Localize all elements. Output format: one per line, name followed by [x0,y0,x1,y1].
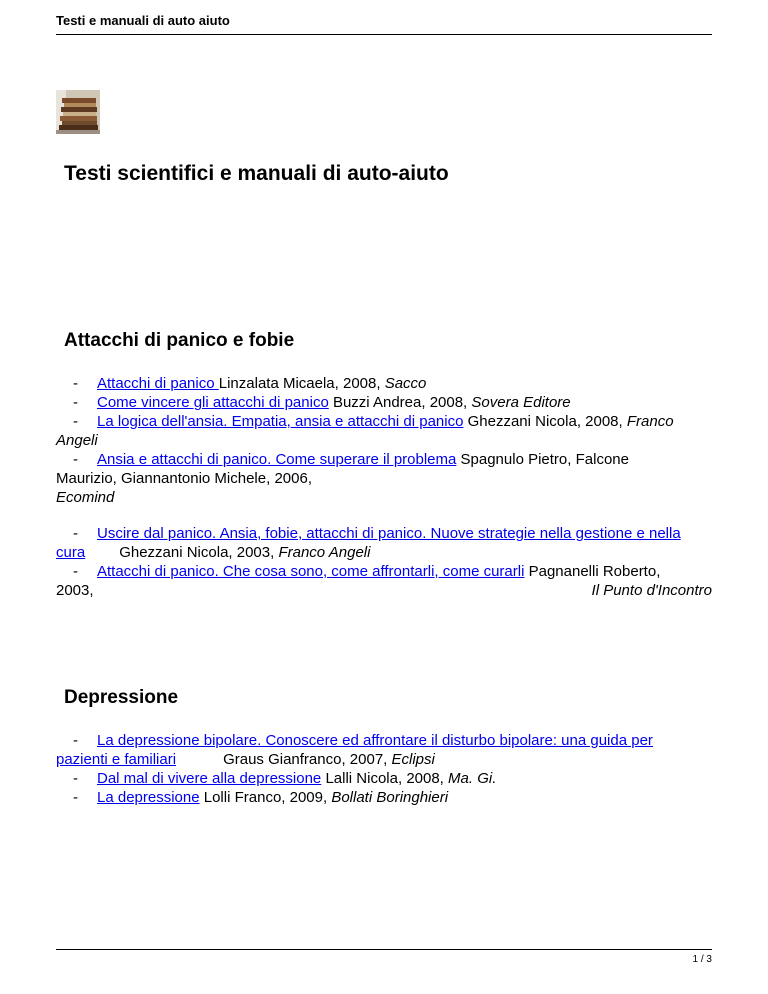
book-authors-cont: 2003, [56,582,94,599]
book-publisher-cont: Angeli [56,432,98,449]
list-dash: - [73,394,78,411]
list-dash: - [73,563,78,580]
book-authors: Spagnulo Pietro, Falcone [456,451,629,468]
book-authors: Ghezzani Nicola, 2003, [119,544,279,561]
list-dash: - [73,451,78,468]
list-dash: - [73,732,78,749]
book-link[interactable]: Attacchi di panico [97,375,219,392]
book-authors: Pagnanelli Roberto, [524,563,661,580]
book-link[interactable]: Dal mal di vivere alla depressione [97,770,322,787]
book-link[interactable]: Ansia e attacchi di panico. Come superare il problema [97,451,457,468]
list-item [56,788,716,807]
book-publisher: Ma. Gi. [448,770,497,787]
list-item-continuation [56,581,716,600]
book-link[interactable]: Attacchi di panico. Che cosa sono, come affrontarli, come curarli [97,563,525,580]
list-dash: - [73,375,78,392]
depression-list [56,731,716,807]
book-authors: Lalli Nicola, 2008, [321,770,449,787]
list-item [56,524,716,543]
section-heading-panic: Attacchi di panico e fobie [64,330,295,351]
book-authors-cont: Maurizio, Giannantonio Michele, 2006, [56,470,312,487]
footer-divider [56,949,712,950]
list-item-continuation [56,488,716,507]
document-header-title: Testi e manuali di auto aiuto [56,13,230,28]
book-link[interactable]: La logica dell'ansia. Empatia, ansia e attacchi di panico [97,413,464,430]
book-authors: Lolli Franco, 2009, [199,789,332,806]
list-dash: - [73,525,78,542]
list-item [56,412,716,431]
book-link[interactable]: Uscire dal panico. Ansia, fobie, attacchi di panico. Nuove strategie nella gestione e nella [97,525,681,542]
book-link[interactable]: La depressione [97,789,200,806]
list-dash: - [73,789,78,806]
section-heading-depression: Depressione [64,687,179,708]
book-publisher: Ecomind [56,489,115,506]
book-authors: Buzzi Andrea, 2008, [328,394,472,411]
page-title: Testi scientifici e manuali di auto-aiuto [64,162,449,185]
list-item [56,562,716,581]
list-item [56,769,716,788]
book-publisher: Il Punto d'Incontro [591,582,712,599]
list-dash: - [73,770,78,787]
book-authors: Graus Gianfranco, 2007, [223,751,392,768]
book-link[interactable]: Come vincere gli attacchi di panico [97,394,329,411]
panic-list [56,374,716,600]
list-item-continuation [56,543,716,562]
page-number: 1 / 3 [692,954,712,965]
book-authors: Ghezzani Nicola, 2008, [463,413,627,430]
books-thumbnail-image [56,90,100,134]
book-authors: Linzalata Micaela, 2008, [218,375,385,392]
list-item [56,374,716,393]
list-item [56,450,716,469]
book-publisher: Franco [626,413,674,430]
header-divider [56,34,712,35]
book-link[interactable]: La depressione bipolare. Conoscere ed affrontare il disturbo bipolare: una guida per [97,732,653,749]
book-publisher: Franco Angeli [278,544,371,561]
book-link-cont[interactable]: pazienti e familiari [56,751,177,768]
list-item-continuation [56,431,716,450]
book-publisher: Bollati Boringhieri [331,789,449,806]
list-item [56,393,716,412]
book-publisher: Eclipsi [391,751,435,768]
list-item [56,731,716,750]
list-item-continuation [56,750,716,769]
book-link-cont[interactable]: cura [56,544,86,561]
book-publisher: Sacco [384,375,427,392]
list-item-continuation [56,469,716,488]
book-publisher: Sovera Editore [471,394,571,411]
list-dash: - [73,413,78,430]
